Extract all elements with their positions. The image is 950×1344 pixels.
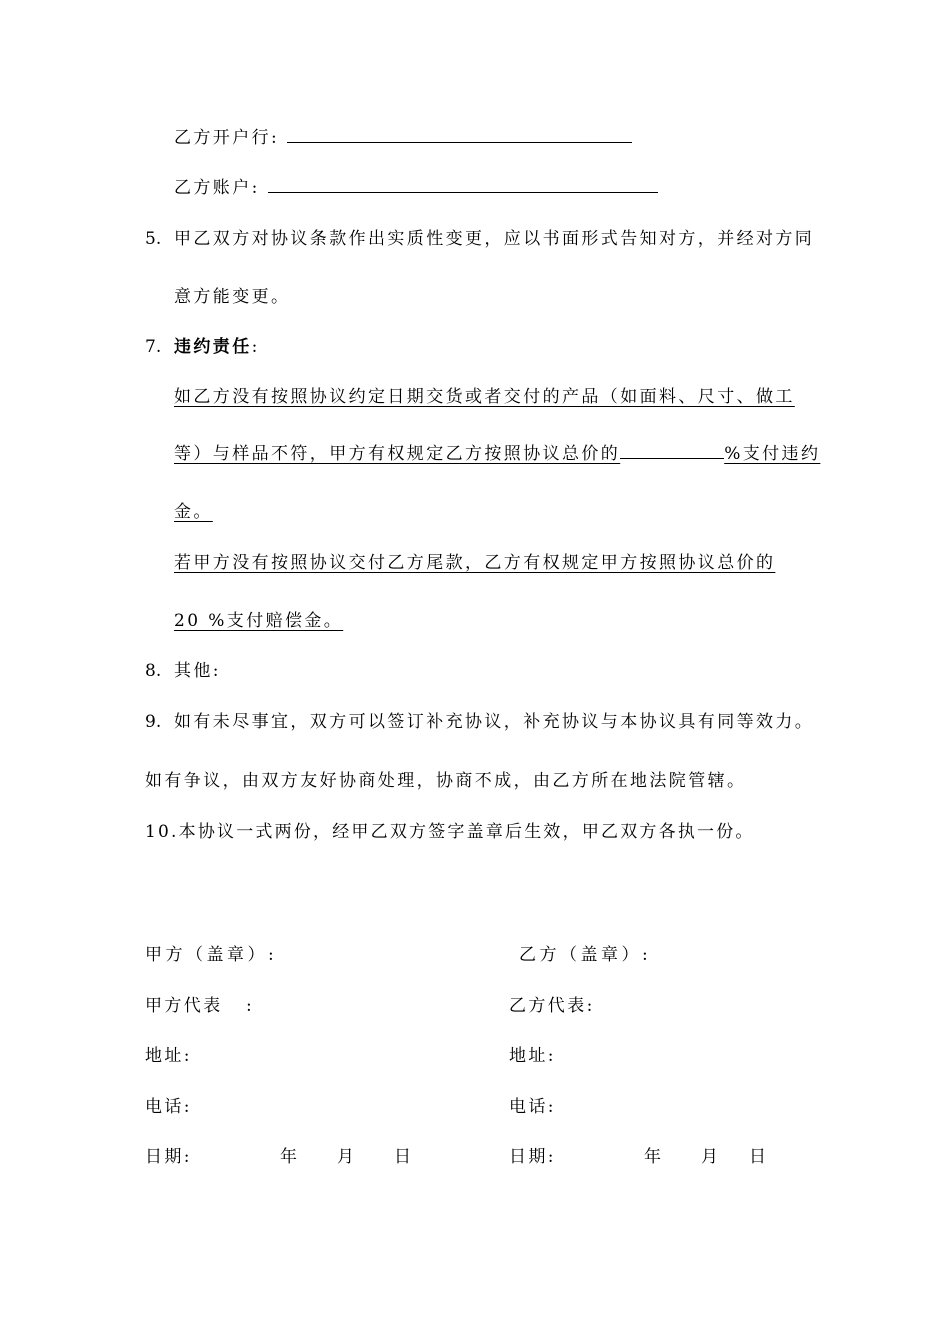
clause7-number: 7. [145, 337, 162, 357]
clause9-text: 如有未尽事宜，双方可以签订补充协议，补充协议与本协议具有同等效力。 [174, 712, 815, 732]
clause5-line1: 甲乙双方对协议条款作出实质性变更，应以书面形式告知对方，并经对方同 [174, 229, 815, 249]
penalty-percent-blank[interactable] [620, 444, 724, 459]
clause7-para1-line2-a: 等）与样品不符，甲方有权规定乙方按照协议总价的 [174, 444, 621, 464]
clause7-title: 违约责任 [174, 337, 252, 357]
party-b-date-label: 日期: [509, 1147, 556, 1167]
clause7-para2-line2: 20 %支付赔偿金。 [174, 611, 344, 631]
party-b-address: 地址: [509, 1046, 556, 1066]
clause7-heading [174, 336, 260, 358]
clause5-line2: 意方能变更。 [174, 287, 291, 307]
clause7-para1-line2 [174, 443, 820, 465]
party-a-phone: 电话: [145, 1097, 192, 1117]
party-b-account-row [174, 177, 658, 199]
party-a-day: 日 [394, 1147, 414, 1167]
party-b-account-label: 乙方账户: [174, 178, 260, 198]
clause8-text: 其他: [174, 661, 221, 681]
clause7-colon: : [251, 337, 260, 357]
party-b-bank-label: 乙方开户行: [174, 128, 280, 148]
clause7-para1-line1: 如乙方没有按照协议约定日期交货或者交付的产品（如面料、尺寸、做工 [174, 387, 795, 407]
party-b-seal: 乙方（盖章）: [519, 945, 652, 965]
party-b-rep: 乙方代表: [509, 996, 595, 1016]
party-b-bank-blank[interactable] [287, 128, 632, 143]
clause9-number: 9. [145, 712, 162, 732]
party-b-day: 日 [749, 1147, 769, 1167]
party-a-month: 月 [337, 1147, 357, 1167]
clause8-number: 8. [145, 661, 162, 681]
party-b-bank-row [174, 127, 632, 149]
party-b-year: 年 [644, 1147, 664, 1167]
party-b-month: 月 [701, 1147, 721, 1167]
party-a-rep: 甲方代表 : [145, 996, 255, 1016]
dispute-text: 如有争议，由双方友好协商处理，协商不成，由乙方所在地法院管辖。 [145, 771, 747, 791]
party-a-date-label: 日期: [145, 1147, 192, 1167]
party-a-seal: 甲方（盖章）: [145, 945, 278, 965]
party-a-year: 年 [280, 1147, 300, 1167]
party-b-phone: 电话: [509, 1097, 556, 1117]
clause5-number: 5. [145, 229, 162, 249]
clause7-para2-line1: 若甲方没有按照协议交付乙方尾款，乙方有权规定甲方按照协议总价的 [174, 553, 776, 573]
party-a-address: 地址: [145, 1046, 192, 1066]
party-b-account-blank[interactable] [268, 178, 658, 193]
clause10-text: 10.本协议一式两份，经甲乙双方签字盖章后生效，甲乙双方各执一份。 [145, 822, 755, 842]
clause7-para1-line3: 金。 [174, 502, 213, 522]
clause7-para1-line2-b: %支付违约 [724, 444, 821, 464]
